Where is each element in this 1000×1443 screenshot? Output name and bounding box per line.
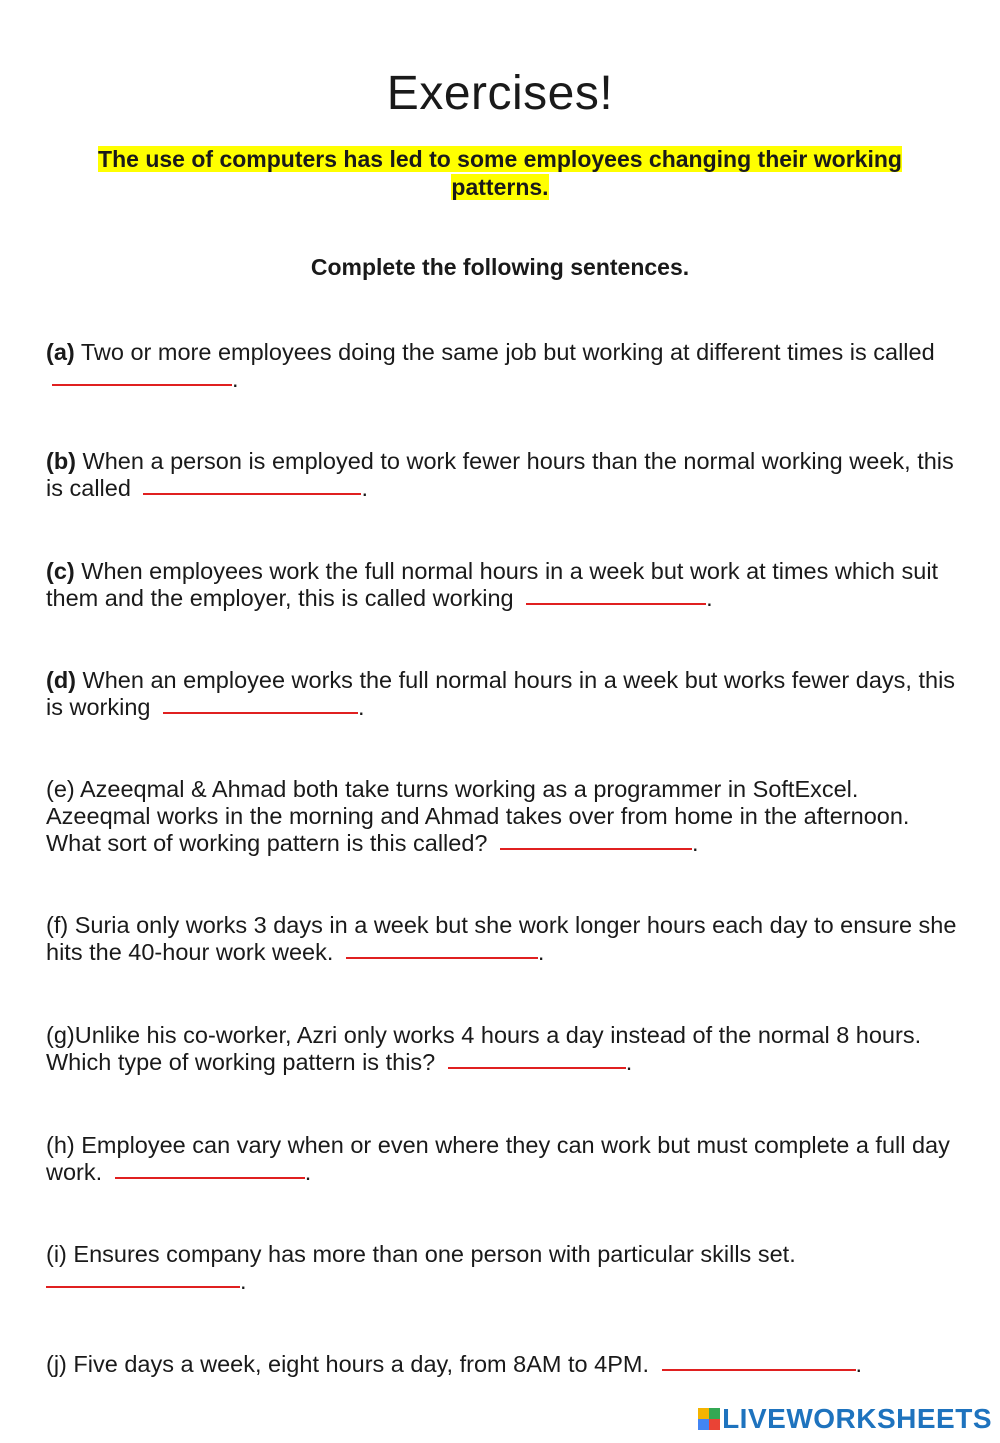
liveworksheets-logo	[698, 1403, 992, 1435]
question-j	[46, 1351, 966, 1378]
question-text: (h) Employee can vary when or even where they can work but must complete a full day work.	[46, 1132, 950, 1185]
question-b	[46, 448, 966, 502]
answer-blank-b[interactable]	[143, 475, 361, 495]
question-end: .	[625, 1049, 633, 1075]
question-end: .	[361, 475, 368, 501]
answer-blank-c[interactable]	[526, 585, 706, 605]
question-g	[46, 1022, 966, 1076]
question-end: .	[232, 366, 239, 392]
question-d	[46, 667, 966, 721]
question-label: (d)	[46, 667, 77, 693]
question-c	[46, 558, 966, 612]
question-end: .	[240, 1268, 247, 1294]
answer-blank-h[interactable]	[115, 1159, 305, 1179]
intro-highlight: The use of computers has led to some employees changing their working patterns.	[98, 146, 902, 200]
question-e	[46, 776, 966, 857]
question-end: .	[358, 694, 365, 720]
question-h	[46, 1132, 966, 1186]
answer-blank-e[interactable]	[500, 830, 692, 850]
question-a	[46, 339, 966, 393]
answer-blank-d[interactable]	[163, 694, 358, 714]
brand-name: LIVEWORKSHEETS	[722, 1403, 992, 1434]
question-end: .	[692, 830, 699, 856]
question-end: .	[855, 1351, 863, 1377]
question-text: When a person is employed to work fewer hours than the normal working week, this is called	[46, 448, 954, 501]
instruction-heading: Complete the following sentences.	[310, 254, 690, 280]
question-text: When employees work the full normal hours in a week but work at times which suit them and the employer, this is called working	[46, 558, 939, 611]
answer-blank-g[interactable]	[448, 1049, 626, 1069]
question-text: (j) Five days a week, eight hours a day, from 8AM to 4PM.	[46, 1351, 649, 1377]
answer-blank-i[interactable]	[46, 1268, 240, 1288]
question-end: .	[304, 1159, 312, 1185]
question-i	[46, 1241, 966, 1295]
answer-blank-a[interactable]	[52, 366, 232, 386]
question-f	[46, 912, 966, 966]
question-end: .	[706, 585, 713, 611]
question-text: When an employee works the full normal hours in a week but works fewer days, this is working	[46, 667, 956, 720]
question-text: (f) Suria only works 3 days in a week but she work longer hours each day to ensure she hits the 40-hour work week.	[46, 912, 957, 965]
answer-blank-j[interactable]	[662, 1351, 856, 1371]
question-label: (c)	[46, 558, 75, 584]
page-title: Exercises!	[386, 67, 614, 120]
question-text: Two or more employees doing the same job but working at different times is called	[80, 339, 935, 365]
question-text: (e) Azeeqmal & Ahmad both take turns working as a programmer in SoftExcel. Azeeqmal works in the morning and Ahmad takes over from home in the afternoon. What sort of working pattern is this called?	[46, 776, 910, 856]
answer-blank-f[interactable]	[346, 939, 538, 959]
intro-statement	[60, 145, 940, 201]
question-label: (a)	[46, 339, 75, 365]
question-end: .	[537, 939, 545, 965]
question-text: (i) Ensures company has more than one person with particular skills set.	[46, 1241, 796, 1267]
liveworksheets-logo-icon	[698, 1408, 720, 1430]
question-label: (b)	[46, 448, 77, 474]
question-text: (g)Unlike his co-worker, Azri only works 4 hours a day instead of the normal 8 hours. Which type of working pattern is this?	[46, 1022, 922, 1075]
